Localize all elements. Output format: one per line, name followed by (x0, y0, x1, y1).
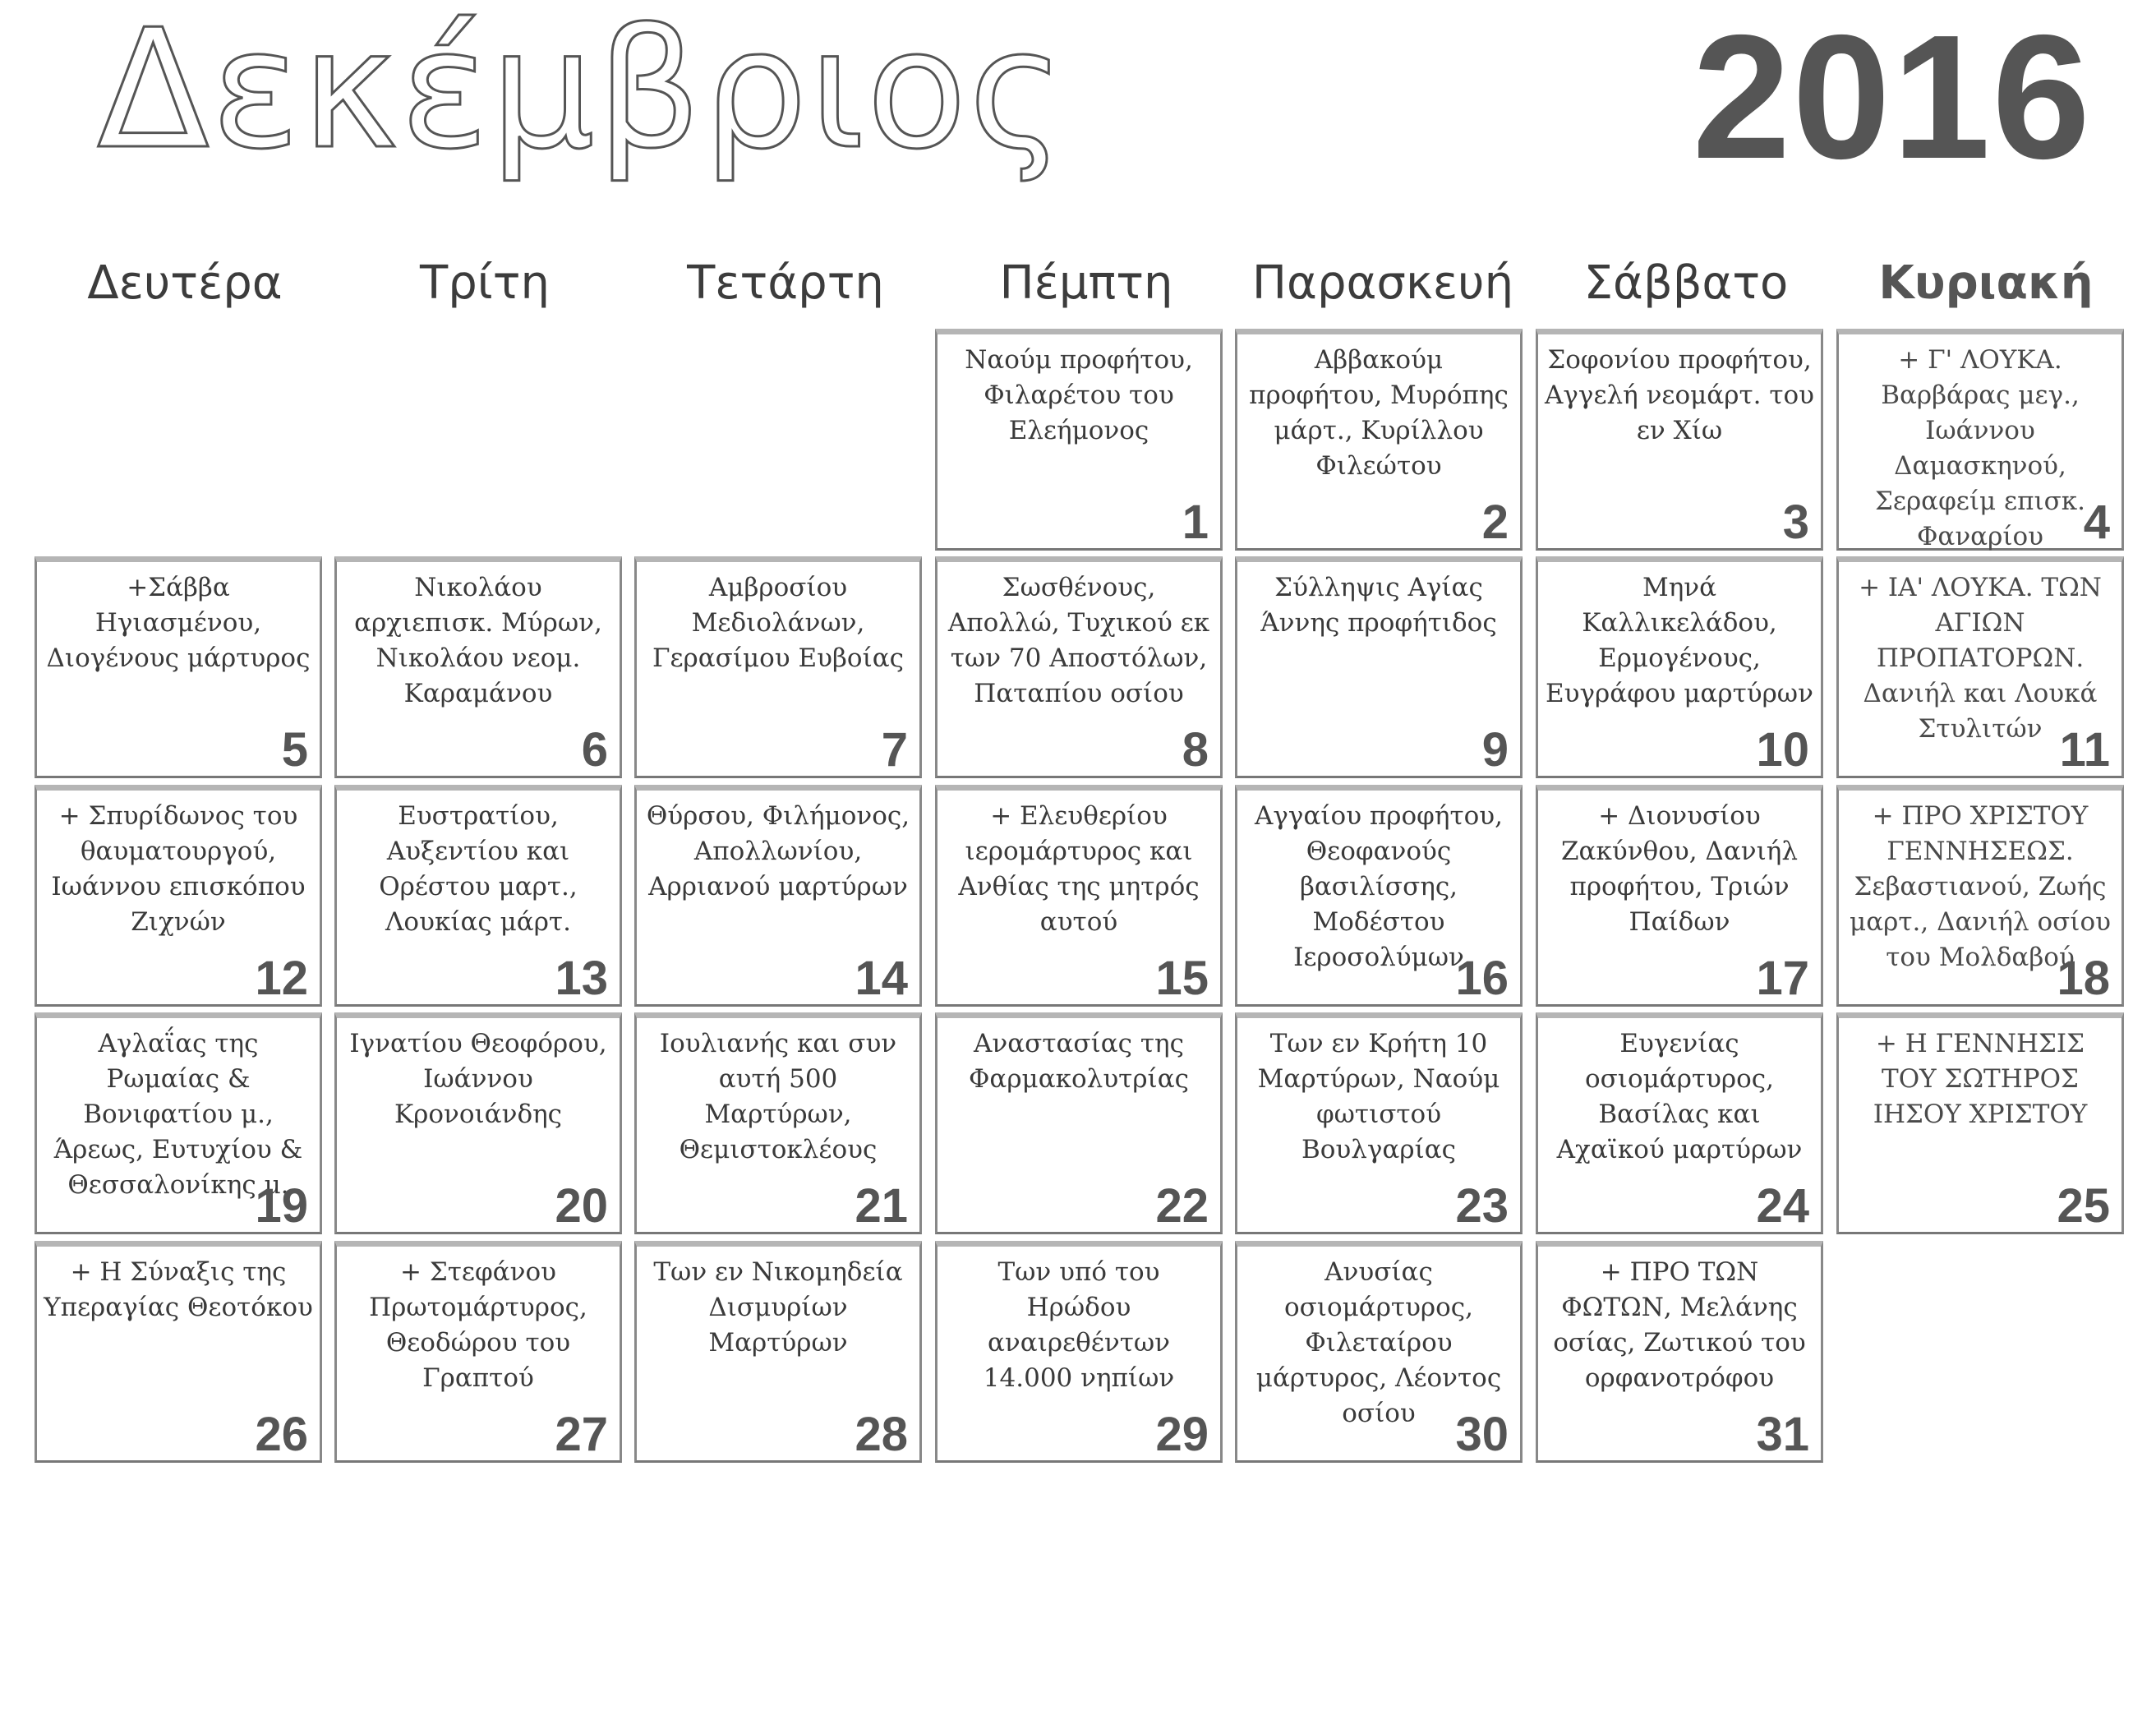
day-saints-text: + ΙΑ' ΛΟΥΚΑ. ΤΩΝ ΑΓΙΩΝ ΠΡΟΠΑΤΟΡΩΝ. Δανιήλ και Λουκά Στυλιτών (1859, 573, 2102, 744)
day-saints-text: Των υπό του Ηρώδου αναιρεθέντων 14.000 νηπίων (983, 1257, 1175, 1393)
day-cell (935, 556, 1223, 778)
day-cell (1235, 1012, 1523, 1234)
day-cell (1536, 1241, 1823, 1463)
weekday-label: Παρασκευή (1251, 256, 1514, 310)
day-cell (1235, 785, 1523, 1007)
day-number: 24 (1756, 1179, 1809, 1233)
day-number: 19 (255, 1179, 308, 1233)
day-saints-text: Αγλαΐας της Ρωμαίας & Βονιφατίου μ., Άρεως, Ευτυχίου & Θεσσαλονίκης μ. (53, 1029, 303, 1200)
weekday-label: Τρίτη (420, 256, 550, 310)
day-saints-text: Σύλληψις Αγίας Άννης προφήτιδος (1260, 573, 1497, 638)
day-saints-text: Αββακούμ προφήτου, Μυρόπης μάρτ., Κυρίλλου Φιλεώτου (1249, 345, 1509, 481)
day-cell (334, 785, 622, 1007)
day-number: 31 (1756, 1408, 1809, 1461)
day-saints-text: Ανυσίας οσιομάρτυρος, Φιλεταίρου μάρτυρος, Λέοντος οσίου (1255, 1257, 1502, 1428)
day-cell (935, 329, 1223, 551)
day-cell (935, 1012, 1223, 1234)
day-saints-text: Αναστασίας της Φαρμακολυτρίας (968, 1029, 1189, 1094)
day-number: 9 (1481, 723, 1509, 777)
month-title: Δεκέμβριος (97, 0, 1067, 186)
day-cell (1536, 329, 1823, 551)
day-cell (634, 1012, 922, 1234)
day-number: 14 (855, 952, 908, 1005)
day-number: 10 (1756, 723, 1809, 777)
weekday-label: Δευτέρα (87, 256, 283, 310)
day-saints-text: + Διονυσίου Ζακύνθου, Δανιήλ προφήτου, Τριών Παίδων (1561, 801, 1798, 937)
day-cell (334, 1241, 622, 1463)
day-number: 2 (1481, 496, 1509, 549)
day-cell (334, 556, 622, 778)
day-saints-text: Αμβροσίου Μεδιολάνων, Γερασίμου Ευβοίας (652, 573, 905, 673)
day-cell (1536, 556, 1823, 778)
day-saints-text: + Η Σύναξις της Υπεραγίας Θεοτόκου (44, 1257, 313, 1322)
day-cell (634, 785, 922, 1007)
day-number: 16 (1455, 952, 1509, 1005)
day-saints-text: Αγγαίου προφήτου, Θεοφανούς βασιλίσσης, Μοδέστου Ιεροσολύμων (1255, 801, 1503, 972)
day-cell (35, 1012, 322, 1234)
day-cell (35, 556, 322, 778)
day-cell (935, 785, 1223, 1007)
day-saints-text: +Σάββα Ηγιασμένου, Διογένους μάρτυρος (46, 573, 311, 673)
day-cell (1235, 1241, 1523, 1463)
day-cell (1836, 1012, 2124, 1234)
day-cell (1235, 556, 1523, 778)
weekday-label: Πέμπτη (999, 256, 1173, 310)
weekday-label: Σάββατο (1583, 256, 1789, 310)
day-saints-text: Των εν Κρήτη 10 Μαρτύρων, Ναούμ φωτιστού Βουλγαρίας (1257, 1029, 1500, 1164)
day-cell (1836, 785, 2124, 1007)
day-number: 7 (881, 723, 908, 777)
year-title: 2016 (1692, 0, 2092, 196)
day-number: 20 (555, 1179, 608, 1233)
day-number: 25 (2057, 1179, 2110, 1233)
day-cell (1536, 785, 1823, 1007)
day-saints-text: Ιουλιανής και συν αυτή 500 Μαρτύρων, Θεμιστοκλέους (659, 1029, 897, 1164)
day-saints-text: Των εν Νικομηδεία Δισμυρίων Μαρτύρων (653, 1257, 903, 1358)
day-saints-text: Νικολάου αρχιεπισκ. Μύρων, Νικολάου νεομ. Καραμάνου (354, 573, 602, 708)
day-cell (35, 1241, 322, 1463)
day-number: 8 (1182, 723, 1209, 777)
day-number: 18 (2057, 952, 2110, 1005)
day-number: 4 (2083, 496, 2110, 549)
day-cell (1836, 556, 2124, 778)
day-number: 6 (581, 723, 608, 777)
day-saints-text: + Ελευθερίου ιερομάρτυρος και Ανθίας της μητρός αυτού (958, 801, 1200, 937)
day-number: 1 (1182, 496, 1209, 549)
day-number: 26 (255, 1408, 308, 1461)
day-number: 21 (855, 1179, 908, 1233)
day-saints-text: + Σπυρίδωνος του θαυματουργού, Ιωάννου επισκόπου Ζιχνών (51, 801, 306, 937)
day-number: 27 (555, 1408, 608, 1461)
day-saints-text: Ναούμ προφήτου, Φιλαρέτου του Ελεήμονος (965, 345, 1193, 445)
day-cell (1836, 329, 2124, 551)
day-number: 28 (855, 1408, 908, 1461)
day-number: 15 (1155, 952, 1209, 1005)
day-saints-text: Σωσθένους, Απολλώ, Τυχικού εκ των 70 Αποστόλων, Παταπίου οσίου (947, 573, 1210, 708)
day-cell (35, 785, 322, 1007)
day-cell (1235, 329, 1523, 551)
day-number: 11 (2059, 723, 2110, 777)
day-saints-text: Ευστρατίου, Αυξεντίου και Ορέστου μαρτ., Λουκίας μάρτ. (379, 801, 578, 937)
day-number: 12 (255, 952, 308, 1005)
day-saints-text: Ευγενίας οσιομάρτυρος, Βασίλας και Αχαϊκού μαρτύρων (1556, 1029, 1803, 1164)
day-saints-text: + Γ' ΛΟΥΚΑ. Βαρβάρας μεγ., Ιωάννου Δαμασκηνού, Σεραφείμ επισκ. Φαναρίου (1874, 345, 2086, 551)
day-saints-text: + Στεφάνου Πρωτομάρτυρος, Θεοδώρου του Γραπτού (369, 1257, 587, 1393)
day-cell (634, 556, 922, 778)
day-saints-text: + ΠΡΟ ΧΡΙΣΤΟΥ ΓΕΝΝΗΣΕΩΣ. Σεβαστιανού, Ζωής μαρτ., Δανιήλ οσίου του Μολδαβού (1850, 801, 2111, 972)
day-number: 23 (1455, 1179, 1509, 1233)
day-number: 22 (1155, 1179, 1209, 1233)
day-saints-text: + ΠΡΟ ΤΩΝ ΦΩΤΩΝ, Μελάνης οσίας, Ζωτικού του ορφανοτρόφου (1553, 1257, 1806, 1393)
day-number: 3 (1782, 496, 1809, 549)
day-saints-text: + Η ΓΕΝΝΗΣΙΣ ΤΟΥ ΣΩΤΗΡΟΣ ΙΗΣΟΥ ΧΡΙΣΤΟΥ (1873, 1029, 2088, 1129)
day-number: 29 (1155, 1408, 1209, 1461)
day-cell (334, 1012, 622, 1234)
day-saints-text: Σοφονίου προφήτου, Αγγελή νεομάρτ. του εν Χίω (1545, 345, 1814, 445)
day-number: 17 (1756, 952, 1809, 1005)
day-cell (634, 1241, 922, 1463)
weekday-label: Τετάρτη (687, 256, 884, 310)
day-number: 13 (555, 952, 608, 1005)
weekday-label: Κυριακή (1878, 256, 2094, 310)
day-number: 5 (281, 723, 308, 777)
day-saints-text: Μηνά Καλλικελάδου, Ερμογένους, Ευγράφου μαρτύρων (1546, 573, 1813, 708)
day-saints-text: Θύρσου, Φιλήμονος, Απολλωνίου, Αρριανού μαρτύρων (646, 801, 910, 901)
day-cell (1536, 1012, 1823, 1234)
day-number: 30 (1455, 1408, 1509, 1461)
day-saints-text: Ιγνατίου Θεοφόρου, Ιωάννου Κρονοιάνδης (349, 1029, 607, 1129)
day-cell (935, 1241, 1223, 1463)
